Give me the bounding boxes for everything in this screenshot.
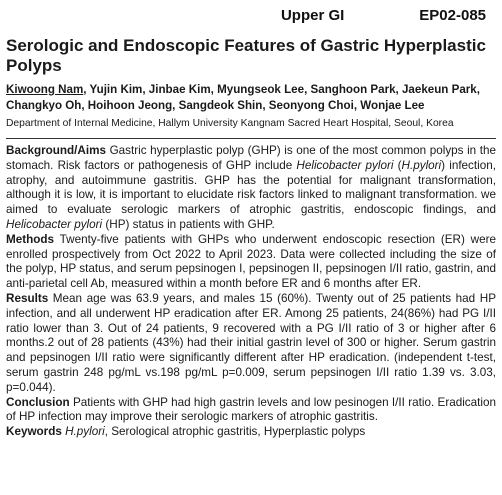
background-heading: Background/Aims	[6, 144, 107, 157]
background-italic: Helicobacter pylori	[296, 158, 394, 172]
results-heading: Results	[6, 291, 49, 305]
conclusion-heading: Conclusion	[6, 395, 70, 409]
methods-text: Twenty-five patients with GHPs who underwent endoscopic resection (ER) were enrolled prospectively from Oct 2022 to April 2023. Data were collected including the size of the polyp, HP status, and serum pepsinogen I, pepsinogen II, pepsinogen I/II ratio, gastrin, and anti-parietal cell Ab, measured within a month before ER and 6 months after ER.	[6, 232, 496, 291]
methods-heading: Methods	[6, 232, 55, 246]
methods-paragraph	[6, 233, 496, 292]
affiliation: Department of Internal Medicine, Hallym University Kangnam Sacred Heart Hospital, Seoul, Korea	[6, 118, 454, 129]
poster-code: EP02-085	[419, 6, 486, 24]
section-label: Upper GI	[280, 6, 345, 24]
keywords-text: , Serological atrophic gastritis, Hyperplastic polyps	[104, 425, 366, 439]
keyword-italic: H.pylori	[65, 425, 105, 439]
background-text: Gastric hyperplastic polyp (GHP) is one of the most common polyps in the stomach. Risk factors or pathogenesis of GHP include	[6, 144, 496, 172]
background-text: (HP) status in patients with GHP.	[102, 217, 275, 231]
results-text: Mean age was 63.9 years, and males 15 (60%). Twenty out of 25 patients had HP infection, and all underwent HP eradication after ER. Among 25 patients, 24(86%) had PG I/II ratio lower than 3. Out of 24 patients, 9 recovered with a PG I/II ratio of 3 or higher after 6 months.2 out of 28 patients (43%) had their initial gastrin level of 300 or higher. Serum gastrin and pepsinogen I/II ratio were significantly different after HP eradication. (independent t-test, serum gastrin 248 pg/mL vs.198 pg/mL p=0.009, serum pepsinogen I/II ratio 1.39 vs. 3.03, p=0.044).	[6, 291, 496, 394]
presenting-author: Kiwoong Nam	[6, 83, 84, 96]
background-italic: H.pylori	[401, 158, 442, 172]
divider	[6, 138, 496, 139]
conclusion-text: Patients with GHP had high gastrin levels and low pesinogen I/II ratio. Eradication of HP infection may improve their serologic markers of atrophic gastritis.	[6, 395, 496, 424]
keywords-heading: Keywords	[6, 425, 62, 439]
paper-title: Serologic and Endoscopic Features of Gastric Hyperplastic Polyps	[6, 36, 486, 75]
results-paragraph	[6, 292, 496, 396]
background-text: (	[393, 158, 402, 172]
abstract-body	[6, 144, 496, 440]
keywords-paragraph	[6, 425, 496, 440]
background-text: ) infection, atrophy, and autoimmune gastritis. GHP has the potential for malignant transformation, although it is low, it is important to elucidate risk factors linked to malignant transformation. we aimed to evaluate serologic markers of atrophic gastritis, endoscopic findings, and	[6, 158, 496, 217]
abstract-page	[0, 2, 502, 495]
background-italic: Helicobacter pylori	[6, 217, 103, 231]
background-paragraph	[6, 144, 496, 233]
co-authors: , Yujin Kim, Jinbae Kim, Myungseok Lee, Sanghoon Park, Jaekeun Park, Changkyo Oh, Hoihoon Jeong, Sangdeok Shin, Seonyong Choi, Wonjae Lee	[6, 83, 480, 112]
conclusion-paragraph	[6, 396, 496, 426]
header-bar	[6, 2, 496, 28]
author-list	[6, 82, 496, 114]
